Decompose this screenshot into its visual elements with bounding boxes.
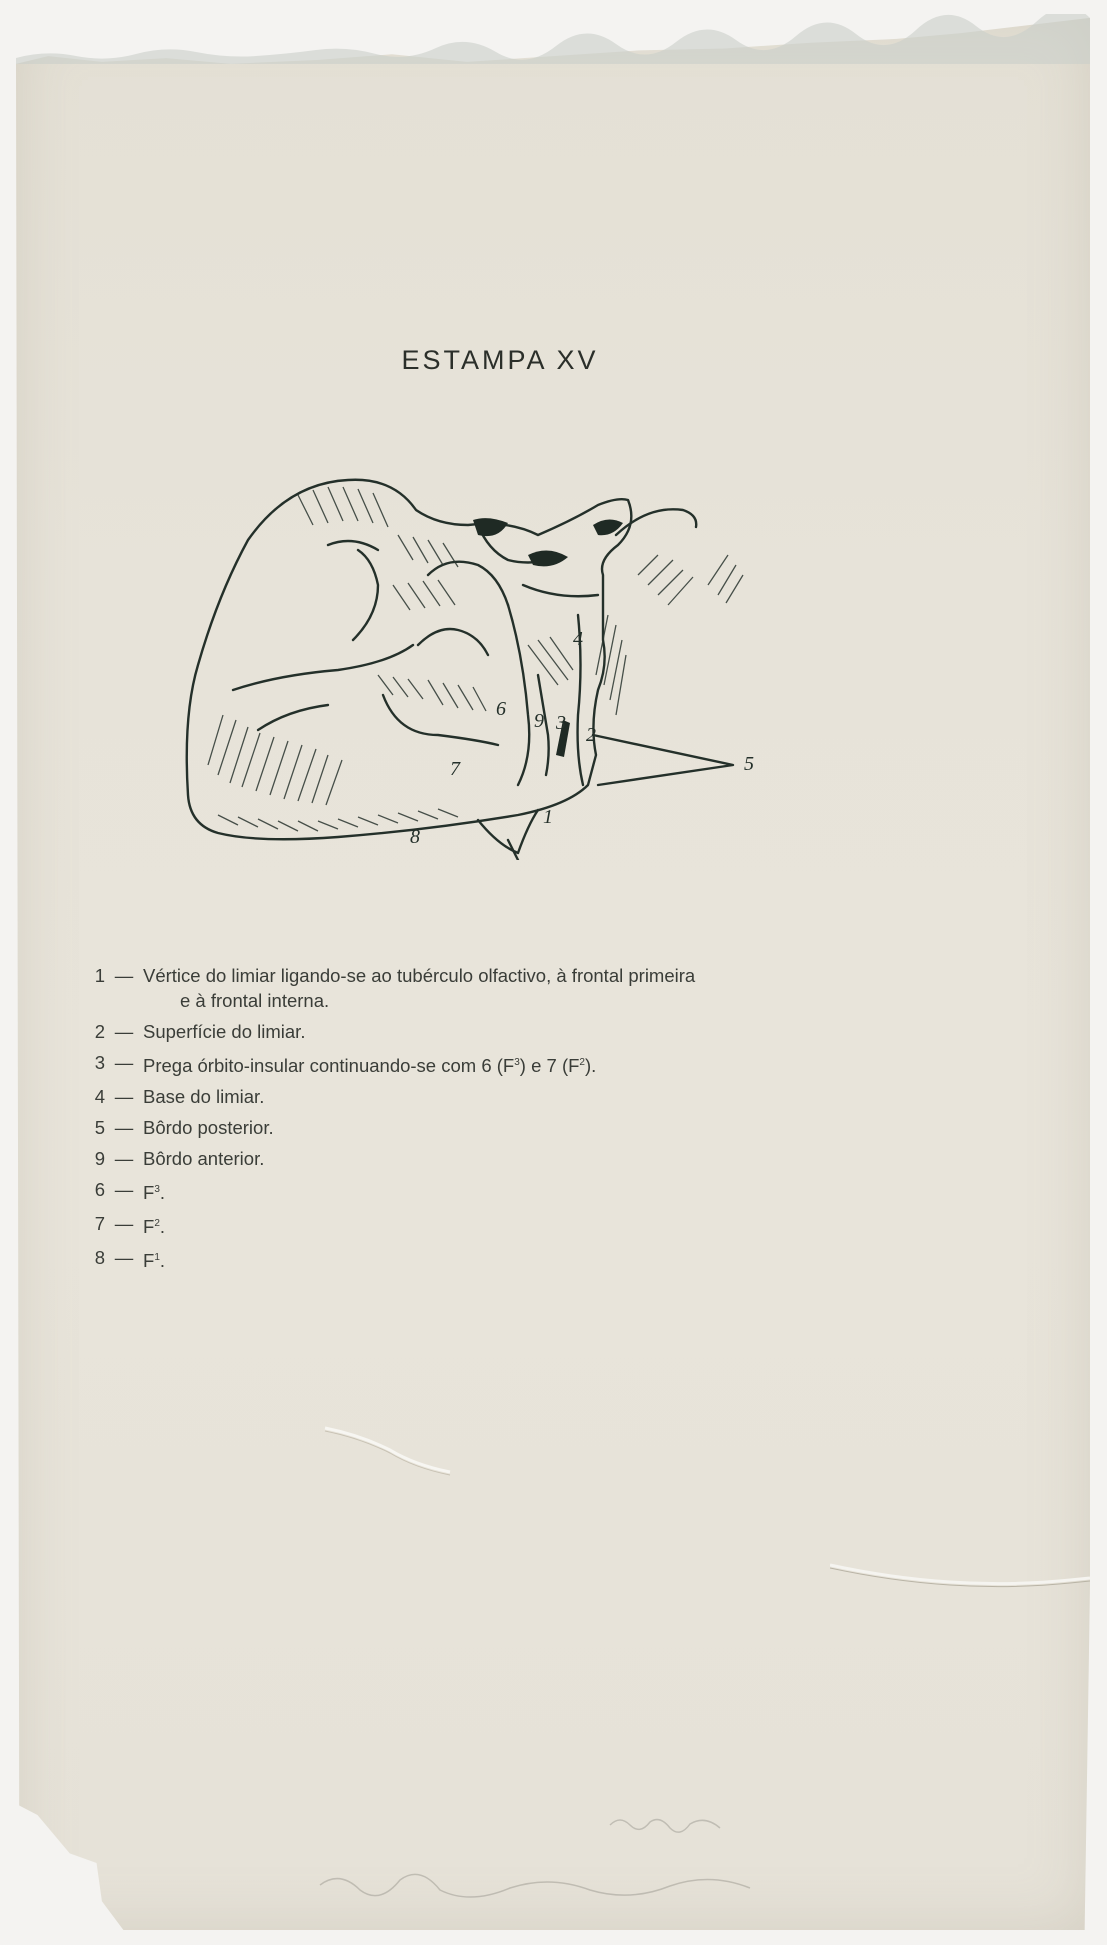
legend-item: 9 — Bôrdo anterior. — [85, 1143, 985, 1174]
legend-item: 1 — Vértice do limiar ligando-se ao tubérculo olfactivo, à frontal primeira — [85, 960, 985, 991]
figure-label-2: 2 — [586, 724, 596, 746]
figure-label-6: 6 — [496, 698, 506, 720]
legend-item: 2 — Superfície do limiar. — [85, 1016, 985, 1047]
legend-text: Bôrdo anterior. — [143, 1148, 265, 1170]
paper-crease — [830, 1560, 1090, 1610]
figure-label-1: 1 — [543, 806, 553, 828]
paper-crease — [320, 1420, 470, 1480]
figure-label-9: 9 — [534, 710, 544, 732]
legend-item: 5 — Bôrdo posterior. — [85, 1112, 985, 1143]
figure-label-3: 3 — [556, 712, 566, 734]
legend-text: $F^2$. — [143, 1216, 166, 1238]
legend-item: 7 — $F^2$. — [85, 1208, 985, 1242]
page-title: ESTAMPA XV — [401, 345, 599, 375]
legend-text: Vértice do limiar ligando-se ao tubérculo olfactivo, à frontal primeira — [143, 965, 696, 986]
legend-text: $F^3$. — [143, 1182, 166, 1204]
legend-item: 4 — Base do limiar. — [85, 1081, 985, 1112]
legend-continuation: e à frontal interna. — [180, 990, 330, 1011]
figure-label-8: 8 — [410, 826, 420, 848]
legend-item: 8 — $F^1$. — [85, 1242, 985, 1276]
figure-legend — [85, 960, 985, 1277]
legend-text: Prega órbito-insular continuando-se com 6 $(F^3)$ e 7 $(F^2)$. — [143, 1055, 597, 1077]
legend-text: Bôrdo posterior. — [143, 1117, 274, 1139]
legend-text: Superfície do limiar. — [143, 1021, 306, 1042]
legend-text: $F^1$. — [143, 1250, 166, 1272]
figure-label-5: 5 — [744, 753, 754, 775]
torn-edge — [16, 14, 1090, 64]
legend-item: 3 — Prega órbito-insular continuando-se com 6 $(F^3)$ e 7 $(F^2)$. — [85, 1047, 985, 1081]
figure-label-7: 7 — [450, 758, 460, 780]
legend-item: 6 — $F^3$. — [85, 1174, 985, 1208]
figure-label-4: 4 — [573, 628, 583, 650]
pencil-signature — [310, 1810, 810, 1920]
brain-outline — [187, 480, 632, 840]
brain-illustration — [178, 465, 798, 860]
legend-text: Base do limiar. — [143, 1086, 265, 1108]
